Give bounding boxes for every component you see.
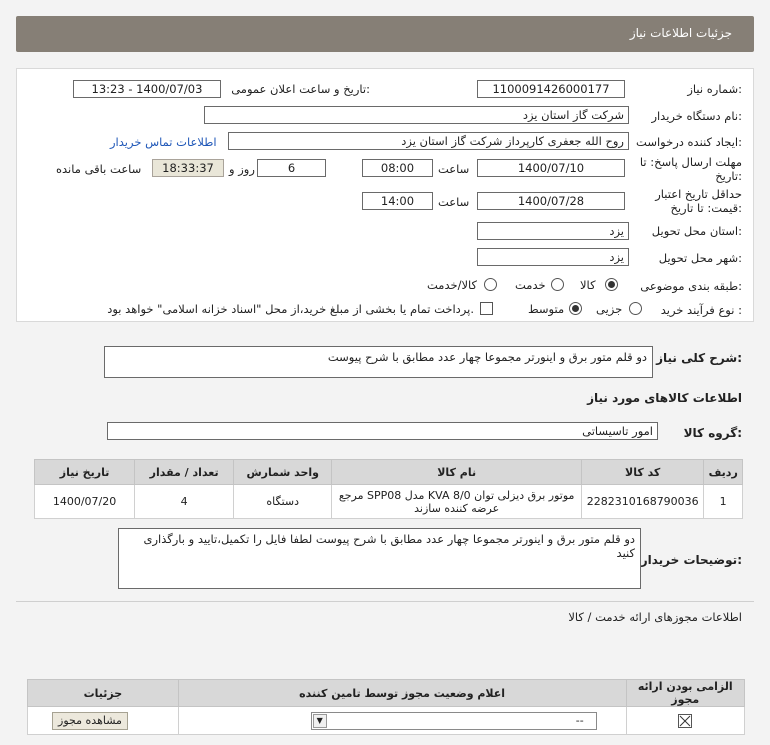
need-number-field[interactable]: 1100091426000177 (477, 80, 625, 98)
table-row (28, 707, 745, 735)
cross-checkbox-icon (678, 714, 692, 728)
buyer-notes-label: توضیحات خریدار: (640, 553, 742, 567)
province-label: استان محل تحویل: (651, 224, 742, 238)
cell-details (28, 707, 179, 735)
days-label: روز و (229, 162, 255, 176)
col-name: نام کالا (332, 460, 582, 485)
reply-time-field[interactable]: 08:00 (362, 159, 433, 177)
price-validity-date-field[interactable]: 1400/07/28 (477, 192, 625, 210)
permit-status-select[interactable] (311, 712, 597, 730)
cell-date: 1400/07/20 (35, 485, 135, 519)
col-status: اعلام وضعیت مجوز توسط تامین کننده (178, 680, 626, 707)
category-radio-service[interactable] (551, 278, 564, 291)
table-row (35, 485, 743, 519)
purchase-option-medium: متوسط (528, 302, 565, 316)
remaining-time-field: 18:33:37 (152, 159, 224, 177)
reply-deadline-label-2: تاریخ: (715, 169, 742, 183)
chevron-down-icon[interactable]: ▼ (313, 714, 327, 728)
view-permit-button[interactable]: مشاهده مجوز (52, 712, 128, 730)
category-label: طبقه بندی موضوعی: (640, 279, 742, 293)
city-field[interactable]: یزد (477, 248, 629, 266)
page-title: جزئیات اطلاعات نیاز (629, 26, 732, 40)
col-details: جزئیات (28, 680, 179, 707)
price-validity-label-2: قیمت: تا تاریخ: (670, 201, 742, 215)
cell-name: موتور برق دیزلی توان KVA 8/0 مدل SPP08 مرجع عرضه کننده سازند (332, 485, 582, 519)
province-field[interactable]: یزد (477, 222, 629, 240)
reply-days-field[interactable]: 6 (257, 159, 326, 177)
announce-label: تاریخ و ساعت اعلان عمومی: (231, 82, 370, 96)
goods-group-label: گروه کالا: (683, 426, 742, 440)
reply-deadline-label: مهلت ارسال پاسخ: تا (639, 155, 742, 169)
category-option-service: خدمت (515, 278, 546, 292)
permits-table-header (28, 680, 745, 707)
col-row: ردیف (704, 460, 743, 485)
cell-qty: 4 (135, 485, 234, 519)
city-label: شهر محل تحویل: (658, 251, 742, 265)
price-validity-label: حداقل تاریخ اعتبار (655, 187, 742, 201)
reply-time-label: ساعت (438, 162, 470, 176)
remaining-label: ساعت باقی مانده (56, 162, 142, 176)
category-option-goods-service: کالا/خدمت (427, 278, 478, 292)
goods-group-field[interactable]: امور تاسیساتی (107, 422, 658, 440)
cell-unit: دستگاه (234, 485, 332, 519)
category-radio-goods[interactable] (605, 278, 618, 291)
purchase-option-minor: جزیی (596, 302, 623, 316)
purchase-type-label: نوع فرآیند خرید : (660, 303, 742, 317)
category-radio-goods-service[interactable] (484, 278, 497, 291)
col-code: کد کالا (582, 460, 704, 485)
buyer-org-label: نام دستگاه خریدار: (651, 109, 742, 123)
creator-field[interactable]: روح الله جعفری کارپرداز شرکت گاز استان یزد (228, 132, 629, 150)
purchase-radio-medium[interactable] (569, 302, 582, 315)
purchase-radio-minor[interactable] (629, 302, 642, 315)
section-divider (16, 601, 754, 602)
announce-field[interactable]: 1400/07/03 - 13:23 (73, 80, 221, 98)
col-date: تاریخ نیاز (35, 460, 135, 485)
treasury-checkbox[interactable] (480, 302, 493, 315)
category-option-goods: کالا (580, 278, 596, 292)
buyer-contact-link[interactable]: اطلاعات تماس خریدار (110, 135, 217, 149)
col-mandatory: الزامی بودن ارائه مجوز (626, 680, 744, 707)
goods-section-title: اطلاعات کالاهای مورد نیاز (587, 391, 742, 405)
page-header (16, 16, 754, 52)
buyer-notes-textbox[interactable]: دو قلم متور برق و اینورتر مجموعا چهار عدد مطابق با شرح پیوست لطفا فایل را تکمیل،تایید و بارگذاری کنید (118, 528, 641, 589)
permits-title: اطلاعات مجوزهای ارائه خدمت / کالا (568, 610, 742, 624)
reply-date-field[interactable]: 1400/07/10 (477, 159, 625, 177)
col-unit: واحد شمارش (234, 460, 332, 485)
treasury-note: پرداخت تمام یا بخشی از مبلغ خرید،از محل "اسناد خزانه اسلامی" خواهد بود. (107, 302, 474, 316)
cell-code: 2282310168790036 (582, 485, 704, 519)
buyer-org-field[interactable]: شرکت گاز استان یزد (204, 106, 629, 124)
creator-label: ایجاد کننده درخواست: (636, 135, 742, 149)
col-qty: تعداد / مقدار (135, 460, 234, 485)
goods-table-header (35, 460, 743, 485)
price-validity-time-label: ساعت (438, 195, 470, 209)
summary-label: شرح کلی نیاز: (656, 351, 742, 365)
permits-table (27, 679, 745, 735)
price-validity-time-field[interactable]: 14:00 (362, 192, 433, 210)
cell-row: 1 (704, 485, 743, 519)
cell-mandatory (626, 707, 744, 735)
goods-table (34, 459, 743, 519)
cell-status (178, 707, 626, 735)
summary-textbox[interactable]: دو قلم متور برق و اینورتر مجموعا چهار عدد مطابق با شرح پیوست (104, 346, 653, 378)
permit-status-value: -- (575, 713, 584, 727)
need-number-label: شماره نیاز: (687, 82, 742, 96)
